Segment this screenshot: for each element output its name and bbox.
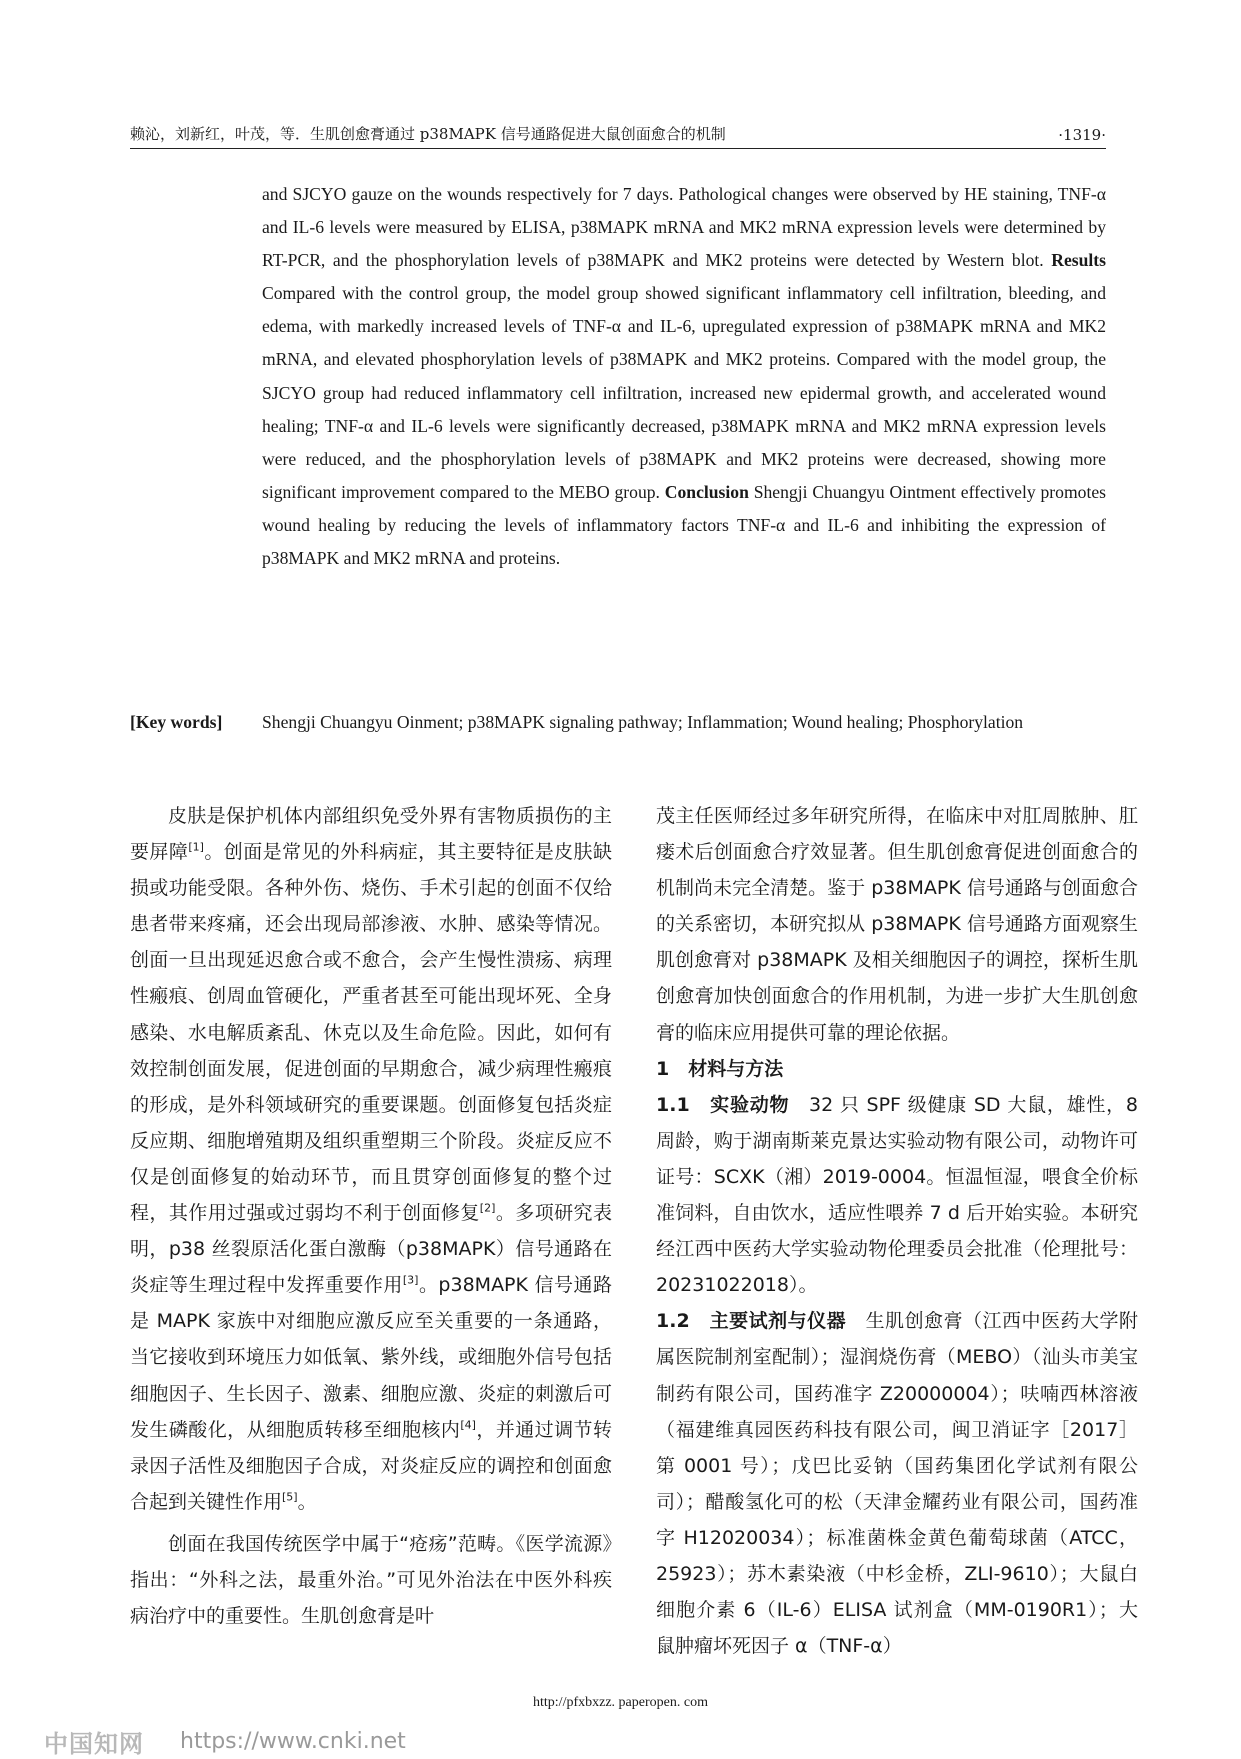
intro-text: 。	[297, 1490, 317, 1513]
subsection-title: 1.2 主要试剂与仪器	[656, 1310, 847, 1333]
subsection-title: 1.1 实验动物	[656, 1093, 790, 1116]
citation-ref-1: [1]	[188, 840, 204, 854]
running-title: 赖沁，刘新红，叶茂，等．生肌创愈膏通过 p38MAPK 信号通路促进大鼠创面愈合的机制	[130, 125, 726, 143]
running-header	[130, 118, 1106, 144]
watermark	[44, 1724, 406, 1759]
keywords-text: Shengji Chuangyu Oinment; p38MAPK signaling pathway; Inflammation; Wound healing; Phosphorylation	[262, 712, 1024, 732]
intro-paragraph-2: 创面在我国传统医学中属于“疮疡”范畴。《医学流源》指出：“外科之法，最重外治。”可见外治法在中医外科疾病治疗中的重要性。生肌创愈膏是叶	[130, 1532, 612, 1628]
intro-text: 。p38MAPK 信号通路是 MAPK 家族中对细胞应激反应至关重要的一条通路，当它接收到环境压力如低氧、紫外线，或细胞外信号包括细胞因子、生长因子、激素、细胞应激、炎症的刺激后可发生磷酸化，从细胞质转移至细胞核内	[130, 1274, 612, 1441]
citation-ref-2: [2]	[479, 1201, 496, 1215]
intro-text: ，并通过调节转录因子活性及细胞因子合成，对炎症反应的调控和创面愈合起到关键性作用	[130, 1418, 612, 1513]
page-number: ·1319·	[1058, 126, 1106, 144]
footer-url: http://pfxbxzz. paperopen. com	[533, 1695, 708, 1710]
subsection-1-2	[656, 1303, 1138, 1664]
results-label: Results	[1051, 250, 1106, 271]
citation-ref-3: [3]	[402, 1273, 419, 1287]
conclusion-label: Conclusion	[664, 481, 749, 502]
section-title-methods: 1 材料与方法	[656, 1057, 784, 1080]
subsection-text: 32 只 SPF 级健康 SD 大鼠，雄性，8 周龄，购于湖南斯莱克景达实验动物有限公司，动物许可证号：SCXK（湘）2019-0004。恒温恒湿，喂食全价标准饲料，自由饮水，适应性喂养 7 d 后开始实验。本研究经江西中医药大学实验动物伦理委员会批准（伦理批号：20231022018）。	[656, 1093, 1138, 1297]
watermark-url: https://www.cnki.net	[180, 1729, 406, 1754]
abstract-results-text: Compared with the control group, the model group showed significant inflammatory cell infiltration, bleeding, and edema, with markedly increased levels of TNF-α and IL-6, upregulated expression of p38MAPK mRNA and MK2 mRNA, and elevated phosphorylation levels of p38MAPK and MK2 proteins. Compared with the model group, the SJCYO group had reduced inflammatory cell infiltration, increased new epidermal growth, and accelerated wound healing; TNF-α and IL-6 levels were significantly decreased, p38MAPK mRNA and MK2 mRNA expression levels were reduced, and the phosphorylation levels of p38MAPK and MK2 proteins were decreased, showing more significant improvement compared to the MEBO group.	[262, 283, 1106, 502]
abstract-conclusion-text: Shengji Chuangyu Ointment effectively promotes wound healing by reducing the levels of inflammatory factors TNF-α and IL-6 and inhibiting the expression of p38MAPK and MK2 mRNA and proteins.	[262, 481, 1106, 569]
keywords	[130, 706, 1106, 739]
intro-text: 皮肤是保护机体内部组织免受外界有害物质损伤的主要屏障	[130, 805, 612, 864]
intro-paragraph-2-continued: 茂主任医师经过多年研究所得，在临床中对肛周脓肿、肛瘘术后创面愈合疗效显著。但生肌创愈膏促进创面愈合的机制尚未完全清楚。鉴于 p38MAPK 信号通路与创面愈合的关系密切，本研究拟从 p38MAPK 信号通路方面观察生肌创愈膏对 p38MAPK 及相关细胞因子的调控，探析生肌创愈膏加快创面愈合的作用机制，为进一步扩大生肌创愈膏的临床应用提供可靠的理论依据。	[656, 805, 1138, 1044]
intro-paragraph-1	[130, 798, 612, 1520]
intro-text: 。多项研究表明，p38 丝裂原活化蛋白激酶（p38MAPK）信号通路在炎症等生理过程中发挥重要作用	[130, 1202, 612, 1297]
abstract-body	[262, 178, 1106, 575]
abstract-paragraph	[262, 178, 1106, 575]
abstract-methods-text: and SJCYO gauze on the wounds respectively for 7 days. Pathological changes were observed by HE staining, TNF-α and IL-6 levels were measured by ELISA, p38MAPK mRNA and MK2 mRNA expression levels were determined by RT-PCR, and the phosphorylation levels of p38MAPK and MK2 proteins were detected by Western blot.	[262, 184, 1106, 271]
left-column	[130, 798, 612, 1634]
subsection-text: 生肌创愈膏（江西中医药大学附属医院制剂室配制）；湿润烧伤膏（MEBO）（汕头市美宝制药有限公司，国药准字 Z20000004）；呋喃西林溶液（福建维真园医药科技有限公司，闽卫消证字［2017］第 0001 号）；戊巴比妥钠（国药集团化学试剂有限公司）；醋酸氢化可的松（天津金耀药业有限公司，国药准字 H12020034）；标准菌株金黄色葡萄球菌（ATCC，25923）；苏木素染液（中杉金桥，ZLI-9610）；大鼠白细胞介素 6（IL-6）ELISA 试剂盒（MM-0190R1）；大鼠肿瘤坏死因子 α（TNF-α）	[656, 1310, 1138, 1658]
citation-ref-4: [4]	[460, 1418, 476, 1432]
intro-text: 。创面是常见的外科病症，其主要特征是皮肤缺损或功能受限。各种外伤、烧伤、手术引起的创面不仅给患者带来疼痛，还会出现局部渗液、水肿、感染等情况。创面一旦出现延迟愈合或不愈合，会产生慢性溃疡、病理性瘢痕、创周血管硬化，严重者甚至可能出现坏死、全身感染、水电解质紊乱、休克以及生命危险。因此，如何有效控制创面发展，促进创面的早期愈合，减少病理性瘢痕的形成，是外科领域研究的重要课题。创面修复包括炎症反应期、细胞增殖期及组织重塑期三个阶段。炎症反应不仅是创面修复的始动环节，而且贯穿创面修复的整个过程，其作用过强或过弱均不利于创面修复	[130, 841, 612, 1225]
cnki-logo: 中国知网	[44, 1730, 144, 1758]
citation-ref-5: [5]	[282, 1490, 298, 1504]
keywords-label: [Key words]	[130, 712, 223, 732]
subsection-1-1	[656, 1087, 1138, 1304]
right-column	[656, 798, 1138, 1664]
header-rule	[130, 148, 1106, 149]
